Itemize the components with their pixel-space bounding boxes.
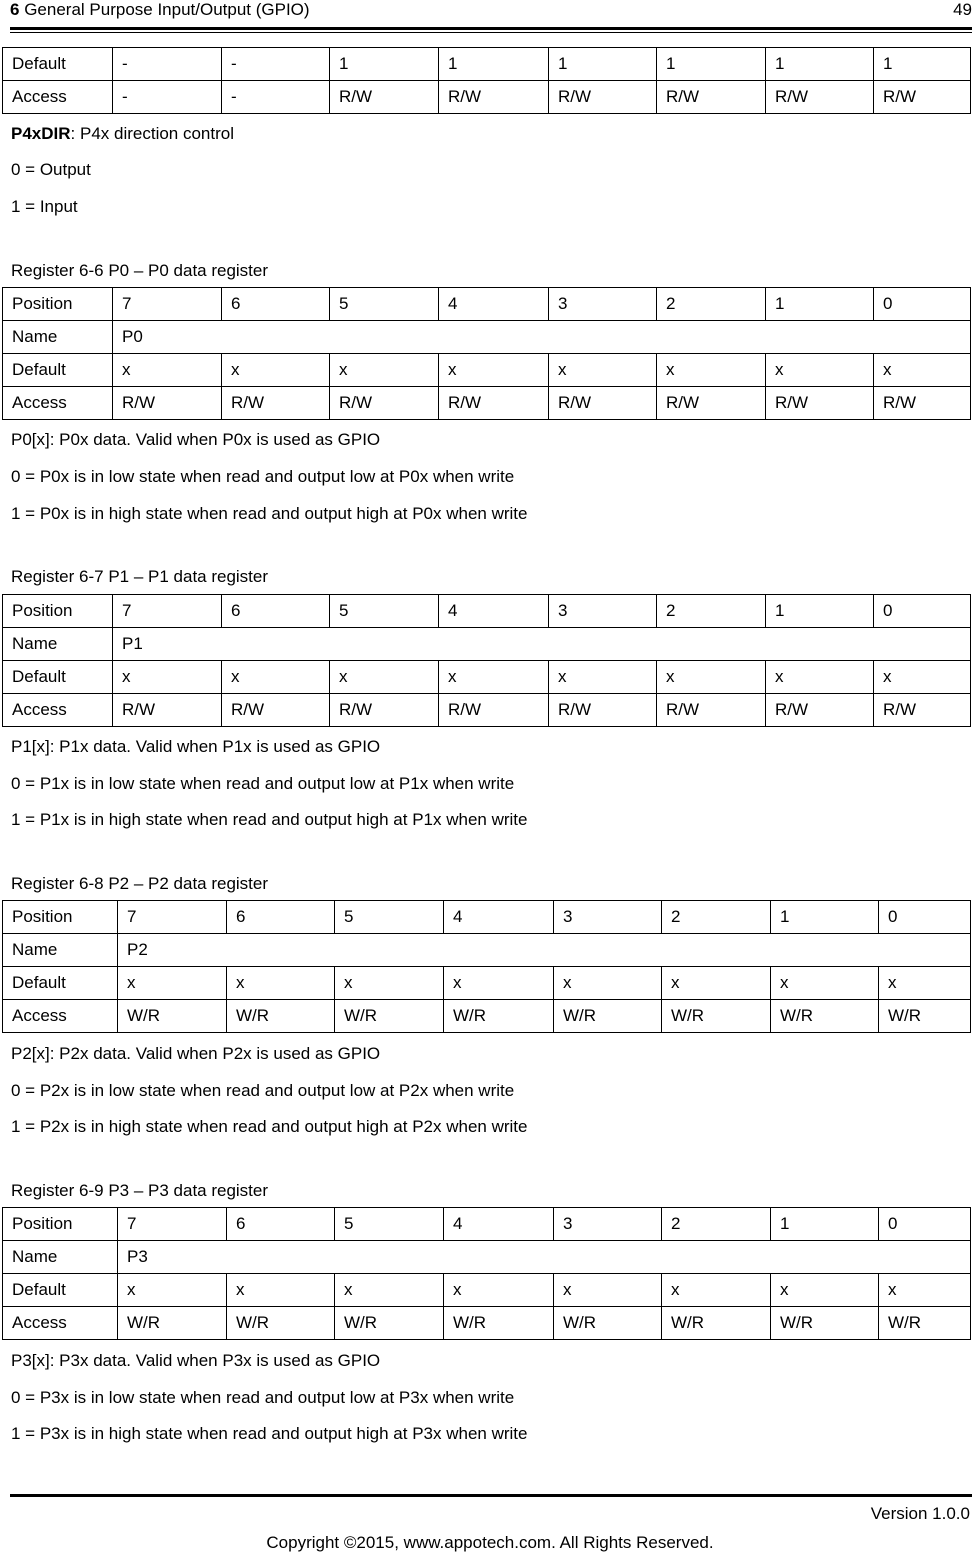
access-cell: W/R [227, 1000, 335, 1033]
default-cell: x [771, 967, 879, 1000]
register-value-0: 0 = P3x is in low state when read and output low at P3x when write [11, 1388, 515, 1407]
access-cell: W/R [662, 1307, 771, 1340]
register-field-desc: P1[x]: P1x data. Valid when P1x is used as GPIO [11, 737, 381, 756]
access-cell: W/R [227, 1307, 335, 1340]
footer-rule [10, 1494, 972, 1497]
chapter-number: 6 [10, 0, 20, 19]
access-cell: W/R [879, 1307, 971, 1340]
register-table [2, 594, 971, 727]
default-cell: x [879, 967, 971, 1000]
position-cell: 4 [439, 288, 549, 321]
row-label: Default [3, 967, 118, 1000]
default-cell: x [330, 661, 439, 694]
default-cell: x [222, 661, 330, 694]
table-row [3, 387, 971, 420]
page-number: 49 [953, 0, 972, 19]
row-label: Access [3, 81, 113, 114]
row-label: Name [3, 1241, 118, 1274]
default-cell: x [444, 967, 554, 1000]
access-cell: W/R [118, 1000, 227, 1033]
default-cell: x [874, 354, 971, 387]
chapter-title-text: General Purpose Input/Output (GPIO) [24, 0, 310, 19]
access-cell: R/W [439, 694, 549, 727]
position-cell: 3 [554, 1208, 662, 1241]
register-table [2, 1207, 971, 1340]
position-cell: 5 [330, 288, 439, 321]
bit-cell: - [113, 81, 222, 114]
position-cell: 6 [222, 595, 330, 628]
access-cell: W/R [662, 1000, 771, 1033]
access-cell: R/W [113, 694, 222, 727]
p4xdir-desc [11, 124, 234, 144]
position-cell: 7 [118, 901, 227, 934]
default-cell: x [549, 354, 657, 387]
register-table [2, 287, 971, 420]
access-cell: R/W [657, 387, 766, 420]
table-row [3, 595, 971, 628]
bit-cell: R/W [657, 81, 766, 114]
default-cell: x [113, 354, 222, 387]
default-cell: x [662, 967, 771, 1000]
version-label: Version 1.0.0 [870, 1504, 970, 1523]
bit-cell: 1 [439, 48, 549, 81]
access-cell: W/R [554, 1307, 662, 1340]
default-cell: x [335, 1274, 444, 1307]
default-cell: x [330, 354, 439, 387]
position-cell: 2 [662, 901, 771, 934]
default-cell: x [335, 967, 444, 1000]
default-cell: x [113, 661, 222, 694]
register-name: P2 [118, 934, 971, 967]
position-cell: 1 [771, 1208, 879, 1241]
bit-cell: - [222, 81, 330, 114]
header-rule-thick [10, 27, 972, 30]
position-cell: 7 [113, 595, 222, 628]
access-cell: W/R [444, 1307, 554, 1340]
row-label: Default [3, 48, 113, 81]
position-cell: 2 [657, 288, 766, 321]
register-value-1: 1 = P2x is in high state when read and output high at P2x when write [11, 1117, 528, 1136]
register-caption: Register 6-6 P0 – P0 data register [11, 261, 269, 280]
row-label: Name [3, 628, 113, 661]
position-cell: 6 [222, 288, 330, 321]
position-cell: 2 [662, 1208, 771, 1241]
register-value-1: 1 = P0x is in high state when read and output high at P0x when write [11, 504, 528, 523]
table-row [3, 1241, 971, 1274]
access-cell: W/R [879, 1000, 971, 1033]
default-cell: x [118, 1274, 227, 1307]
register-name: P1 [113, 628, 971, 661]
position-cell: 1 [766, 595, 874, 628]
position-cell: 4 [444, 901, 554, 934]
position-cell: 3 [549, 595, 657, 628]
table-row [3, 288, 971, 321]
default-cell: x [874, 661, 971, 694]
top-table-body [3, 48, 971, 114]
access-cell: W/R [335, 1000, 444, 1033]
default-cell: x [766, 354, 874, 387]
position-cell: 1 [766, 288, 874, 321]
table-row [3, 967, 971, 1000]
bit-cell: - [113, 48, 222, 81]
bit-cell: R/W [874, 81, 971, 114]
bit-cell: R/W [330, 81, 439, 114]
row-label: Position [3, 1208, 118, 1241]
p4xdir-value-0: 0 = Output [11, 160, 91, 179]
table-row [3, 1307, 971, 1340]
row-label: Name [3, 321, 113, 354]
register-table-continued [2, 47, 971, 114]
row-label: Position [3, 901, 118, 934]
bit-cell: 1 [766, 48, 874, 81]
table-row [3, 81, 971, 114]
register-caption: Register 6-9 P3 – P3 data register [11, 1181, 269, 1200]
chapter-title [10, 0, 310, 20]
access-cell: R/W [439, 387, 549, 420]
register-caption: Register 6-7 P1 – P1 data register [11, 567, 269, 586]
position-cell: 0 [879, 901, 971, 934]
position-cell: 1 [771, 901, 879, 934]
access-cell: W/R [335, 1307, 444, 1340]
access-cell: W/R [118, 1307, 227, 1340]
access-cell: R/W [330, 387, 439, 420]
row-label: Position [3, 595, 113, 628]
register-field-desc: P0[x]: P0x data. Valid when P0x is used as GPIO [11, 430, 381, 449]
access-cell: R/W [113, 387, 222, 420]
position-cell: 7 [118, 1208, 227, 1241]
table-row [3, 934, 971, 967]
access-cell: R/W [330, 694, 439, 727]
field-desc: : P4x direction control [70, 124, 234, 143]
default-cell: x [771, 1274, 879, 1307]
table-row [3, 1274, 971, 1307]
register-value-1: 1 = P1x is in high state when read and output high at P1x when write [11, 810, 528, 829]
register-field-desc: P3[x]: P3x data. Valid when P3x is used as GPIO [11, 1351, 381, 1370]
default-cell: x [439, 354, 549, 387]
position-cell: 7 [113, 288, 222, 321]
access-cell: R/W [549, 694, 657, 727]
access-cell: R/W [766, 387, 874, 420]
default-cell: x [444, 1274, 554, 1307]
row-label: Default [3, 354, 113, 387]
row-label: Name [3, 934, 118, 967]
bit-cell: 1 [657, 48, 766, 81]
position-cell: 3 [549, 288, 657, 321]
row-label: Default [3, 661, 113, 694]
register-name: P0 [113, 321, 971, 354]
register-table-block [0, 287, 980, 420]
register-caption: Register 6-8 P2 – P2 data register [11, 874, 269, 893]
position-cell: 5 [335, 1208, 444, 1241]
position-cell: 5 [335, 901, 444, 934]
default-cell: x [118, 967, 227, 1000]
field-name: P4xDIR [11, 124, 71, 143]
table-row [3, 354, 971, 387]
register-value-0: 0 = P2x is in low state when read and output low at P2x when write [11, 1081, 515, 1100]
access-cell: R/W [657, 694, 766, 727]
register-table-block [0, 1207, 980, 1340]
default-cell: x [227, 967, 335, 1000]
bit-cell: 1 [874, 48, 971, 81]
access-cell: W/R [554, 1000, 662, 1033]
bit-cell: 1 [549, 48, 657, 81]
row-label: Access [3, 1307, 118, 1340]
row-label: Access [3, 694, 113, 727]
table-row [3, 901, 971, 934]
default-cell: x [439, 661, 549, 694]
default-cell: x [662, 1274, 771, 1307]
row-label: Position [3, 288, 113, 321]
position-cell: 2 [657, 595, 766, 628]
table-row [3, 628, 971, 661]
default-cell: x [554, 1274, 662, 1307]
position-cell: 6 [227, 901, 335, 934]
header-rule-thin [10, 32, 972, 33]
default-cell: x [879, 1274, 971, 1307]
register-field-desc: P2[x]: P2x data. Valid when P2x is used as GPIO [11, 1044, 381, 1063]
p4xdir-value-1: 1 = Input [11, 197, 78, 216]
position-cell: 0 [879, 1208, 971, 1241]
register-table-block [0, 900, 980, 1033]
access-cell: W/R [771, 1000, 879, 1033]
default-cell: x [657, 354, 766, 387]
access-cell: R/W [549, 387, 657, 420]
copyright-notice: Copyright ©2015, www.appotech.com. All Rights Reserved. [266, 1533, 714, 1552]
row-label: Access [3, 1000, 118, 1033]
position-cell: 0 [874, 595, 971, 628]
table-row [3, 1208, 971, 1241]
register-value-0: 0 = P1x is in low state when read and output low at P1x when write [11, 774, 515, 793]
access-cell: R/W [874, 387, 971, 420]
top-register-table [0, 47, 980, 114]
table-row [3, 661, 971, 694]
default-cell: x [549, 661, 657, 694]
register-name: P3 [118, 1241, 971, 1274]
page-header [10, 0, 972, 22]
row-label: Default [3, 1274, 118, 1307]
bit-cell: 1 [330, 48, 439, 81]
default-cell: x [227, 1274, 335, 1307]
register-value-0: 0 = P0x is in low state when read and output low at P0x when write [11, 467, 515, 486]
bit-cell: - [222, 48, 330, 81]
table-row [3, 48, 971, 81]
access-cell: W/R [771, 1307, 879, 1340]
position-cell: 6 [227, 1208, 335, 1241]
access-cell: R/W [222, 387, 330, 420]
register-table-block [0, 594, 980, 727]
register-value-1: 1 = P3x is in high state when read and output high at P3x when write [11, 1424, 528, 1443]
bit-cell: R/W [766, 81, 874, 114]
access-cell: R/W [874, 694, 971, 727]
default-cell: x [222, 354, 330, 387]
position-cell: 5 [330, 595, 439, 628]
default-cell: x [766, 661, 874, 694]
access-cell: R/W [766, 694, 874, 727]
default-cell: x [554, 967, 662, 1000]
default-cell: x [657, 661, 766, 694]
position-cell: 4 [444, 1208, 554, 1241]
table-row [3, 1000, 971, 1033]
bit-cell: R/W [549, 81, 657, 114]
position-cell: 0 [874, 288, 971, 321]
access-cell: R/W [222, 694, 330, 727]
access-cell: W/R [444, 1000, 554, 1033]
position-cell: 4 [439, 595, 549, 628]
table-row [3, 321, 971, 354]
register-table [2, 900, 971, 1033]
table-row [3, 694, 971, 727]
bit-cell: R/W [439, 81, 549, 114]
position-cell: 3 [554, 901, 662, 934]
row-label: Access [3, 387, 113, 420]
